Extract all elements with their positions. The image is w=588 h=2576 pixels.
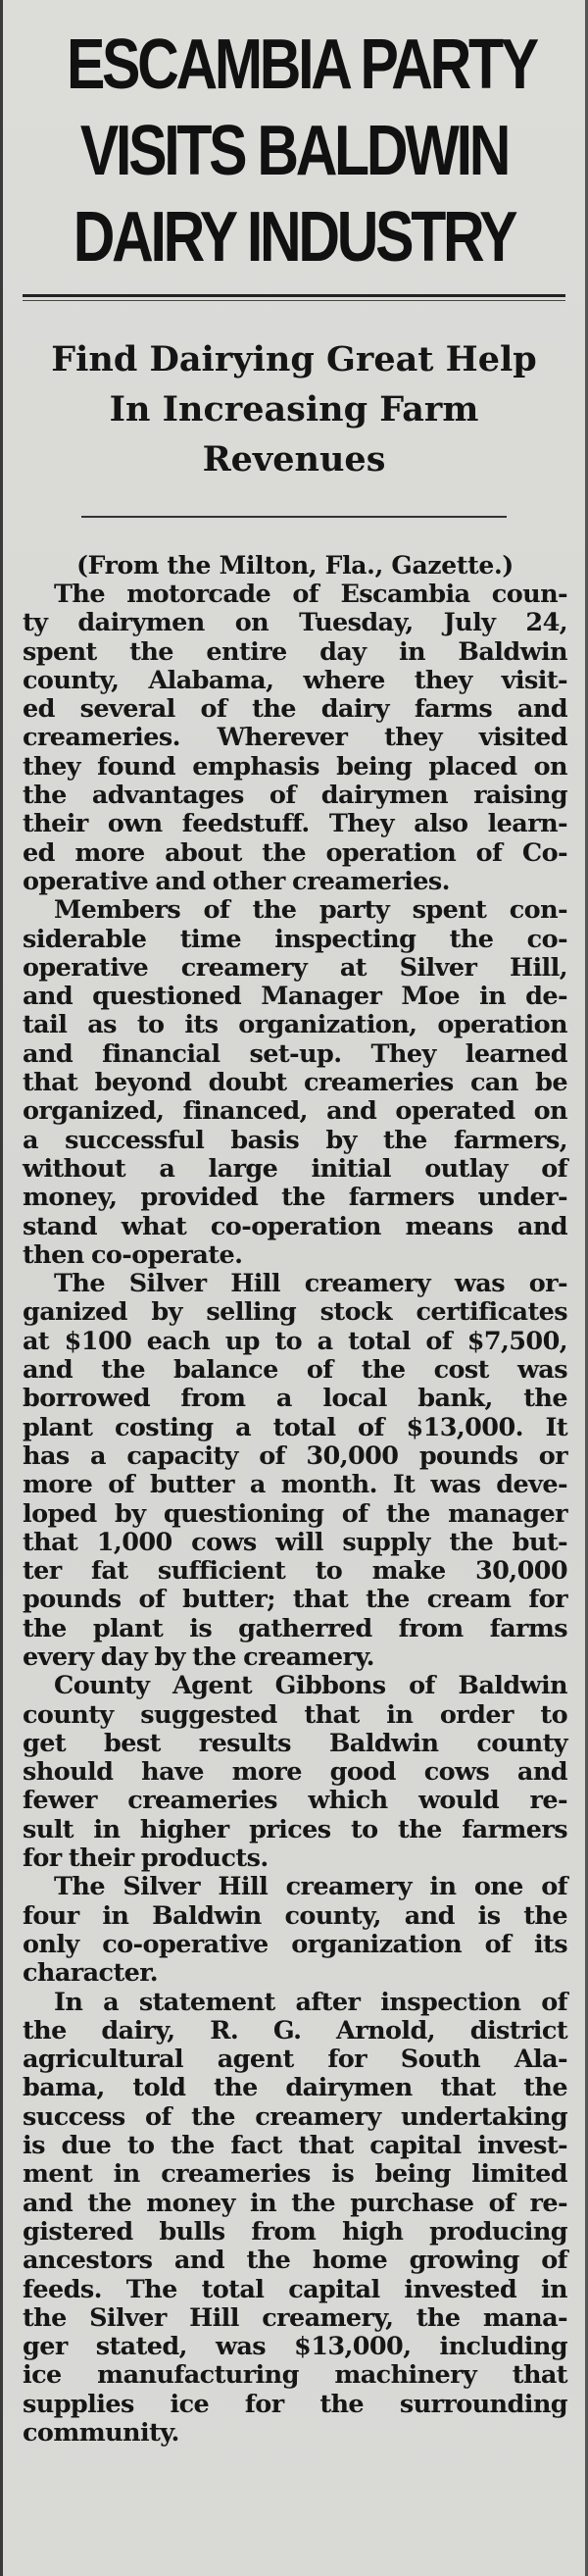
article-line: success of the creamery undertaking bbox=[23, 2101, 567, 2132]
article-line: ter fat sufficient to make 30,000 bbox=[23, 1556, 567, 1587]
article-line: loped by questioning of the manager bbox=[23, 1498, 567, 1529]
article-line: that beyond doubt creameries can be bbox=[23, 1068, 567, 1098]
article-line: character. bbox=[23, 1958, 159, 1989]
article-line: spent the entire day in Baldwin bbox=[23, 636, 567, 667]
article-line: more of butter a month. It was deve- bbox=[23, 1470, 567, 1500]
article-line: The motorcade of Escambia coun- bbox=[54, 580, 567, 609]
subheadline-line: Find Dairying Great Help bbox=[51, 339, 537, 379]
headline bbox=[3, 0, 585, 280]
article-line: the plant is gatherred from farms bbox=[23, 1613, 567, 1643]
article-line: The Silver Hill creamery was or- bbox=[54, 1269, 567, 1299]
subheadline-line: Revenues bbox=[202, 439, 386, 480]
subheadline bbox=[23, 334, 565, 484]
article-line: Members of the party spent con- bbox=[54, 895, 567, 926]
headline-line: ESCAMBIA PARTY bbox=[66, 25, 536, 104]
article-line: In a statement after inspection of bbox=[54, 1987, 567, 2017]
article-paragraph bbox=[23, 896, 567, 1270]
article-line: that 1,000 cows will supply the but- bbox=[23, 1527, 567, 1557]
article-paragraph bbox=[23, 1672, 567, 1873]
article-line: ancestors and the home growing of bbox=[23, 2246, 567, 2276]
article-line: the dairy, R. G. Arnold, district bbox=[23, 2015, 567, 2046]
article-line: ed more about the operation of Co- bbox=[23, 837, 567, 868]
article-line: at $100 each up to a total of $7,500, bbox=[23, 1326, 567, 1356]
article-paragraphs bbox=[23, 581, 567, 2448]
article-line: ment in creameries is being limited bbox=[23, 2159, 567, 2190]
article-line: operative creamery at Silver Hill, bbox=[23, 952, 567, 983]
article-line: ty dairymen on Tuesday, July 24, bbox=[23, 608, 567, 638]
article-line: County Agent Gibbons of Baldwin bbox=[54, 1671, 567, 1701]
article-line: their own feedstuff. They also learn- bbox=[23, 809, 567, 839]
article-line: and the money in the purchase of re- bbox=[23, 2188, 567, 2218]
article-line: for their products. bbox=[23, 1844, 269, 1874]
article-line: a successful basis by the farmers, bbox=[23, 1125, 567, 1155]
article-line: The Silver Hill creamery in one of bbox=[54, 1872, 567, 1902]
article-line: borrowed from a local bank, the bbox=[23, 1384, 567, 1414]
article-line: only co-operative organization of its bbox=[23, 1929, 567, 1959]
source-credit: (From the Milton, Fla., Gazette.) bbox=[76, 551, 514, 580]
article-line: money, provided the farmers under- bbox=[23, 1183, 567, 1213]
article-paragraph bbox=[23, 1989, 567, 2449]
headline-line: DAIRY INDUSTRY bbox=[73, 198, 515, 277]
article-paragraph bbox=[23, 581, 567, 896]
article-line: the Silver Hill creamery, the mana- bbox=[23, 2302, 567, 2333]
article-line: operative and other creameries. bbox=[23, 866, 450, 896]
article-line: organized, financed, and operated on bbox=[23, 1096, 567, 1127]
article-line: fewer creameries which would re- bbox=[23, 1786, 567, 1816]
article-paragraph bbox=[23, 1270, 567, 1672]
article-line: bama, told the dairymen that the bbox=[23, 2073, 567, 2103]
article-line: ice manufacturing machinery that bbox=[23, 2360, 567, 2391]
article-line: gistered bulls from high producing bbox=[23, 2216, 567, 2247]
article-line: stand what co-operation means and bbox=[23, 1211, 567, 1241]
article-line: then co-operate. bbox=[23, 1239, 243, 1270]
article-line: county suggested that in order to bbox=[23, 1699, 567, 1730]
article-line: they found emphasis being placed on bbox=[23, 751, 567, 782]
article-line: and the balance of the cost was bbox=[23, 1355, 567, 1386]
headline-line: VISITS BALDWIN bbox=[79, 112, 509, 190]
article-line: the advantages of dairymen raising bbox=[23, 781, 567, 811]
article-line: is due to the fact that capital invest- bbox=[23, 2131, 567, 2161]
article-line: ed several of the dairy farms and bbox=[23, 694, 567, 725]
article-line: ganized by selling stock certificates bbox=[23, 1297, 567, 1328]
article-line: four in Baldwin county, and is the bbox=[23, 1900, 567, 1931]
headline-divider bbox=[23, 294, 565, 301]
article-paragraph bbox=[23, 1873, 567, 1988]
article-line: ger stated, was $13,000, including bbox=[23, 2332, 567, 2362]
article-line: tail as to its organization, operation bbox=[23, 1010, 567, 1040]
article-line: agricultural agent for South Ala- bbox=[23, 2045, 567, 2075]
article-line: should have more good cows and bbox=[23, 1757, 567, 1788]
article-line: supplies ice for the surrounding bbox=[23, 2389, 567, 2419]
subheadline-line: In Increasing Farm bbox=[109, 389, 479, 429]
article-line: county, Alabama, where they visit- bbox=[23, 665, 567, 695]
article-line: and questioned Manager Moe in de- bbox=[23, 982, 567, 1012]
article-line: feeds. The total capital invested in bbox=[23, 2274, 567, 2304]
article-line: every day by the creamery. bbox=[23, 1642, 374, 1672]
article-body bbox=[3, 518, 585, 2448]
article-line: siderable time inspecting the co- bbox=[23, 924, 567, 954]
article-line: sult in higher prices to the farmers bbox=[23, 1814, 567, 1844]
article-line: get best results Baldwin county bbox=[23, 1728, 567, 1758]
article-line: without a large initial outlay of bbox=[23, 1153, 567, 1184]
article-line: and financial set-up. They learned bbox=[23, 1038, 567, 1069]
article-line: plant costing a total of $13,000. It bbox=[23, 1412, 567, 1442]
article-line: creameries. Wherever they visited bbox=[23, 723, 567, 753]
article-line: community. bbox=[23, 2418, 179, 2448]
article-line: has a capacity of 30,000 pounds or bbox=[23, 1440, 567, 1471]
article-line: pounds of butter; that the cream for bbox=[23, 1585, 567, 1615]
